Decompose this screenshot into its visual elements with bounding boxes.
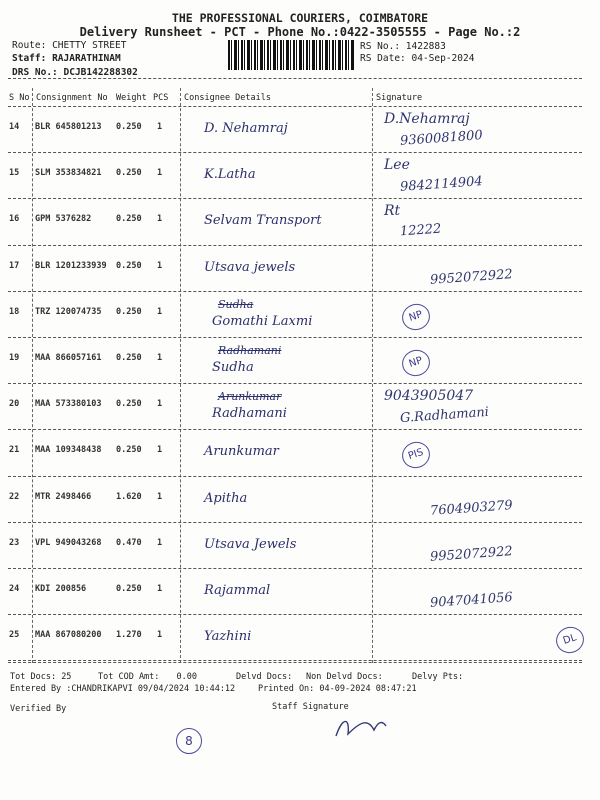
rs-date-line: RS Date: 04-Sep-2024 (360, 53, 475, 64)
row-weight: 0.250 (116, 445, 142, 456)
row-consignment-no: BLR 1201233939 (35, 260, 107, 271)
drs-value: DCJB142288302 (63, 67, 138, 78)
col-header-consignment: Consignment No (36, 93, 108, 103)
row-pcs: 1 (157, 168, 163, 179)
row-status-stamp: DL (553, 623, 588, 656)
col-header-pcs: PCS (153, 93, 169, 103)
row-signature: D.Nehamraj (384, 111, 470, 127)
row-weight: 0.250 (116, 353, 142, 363)
row-sno: 20 (9, 399, 20, 410)
row-signature-phone: 7604903279 (429, 497, 514, 519)
row-divider (8, 337, 582, 338)
row-consignment-no: VPL 949043268 (35, 537, 102, 548)
row-pcs: 1 (157, 445, 163, 456)
row-consignment-no: GPM 5376282 (35, 214, 92, 225)
circled-number: 8 (176, 728, 202, 754)
column-divider (32, 88, 33, 663)
row-signature-phone: 12222 (399, 221, 442, 240)
row-weight: 0.470 (116, 537, 142, 548)
row-consignee-struck: Radhamani (218, 344, 282, 357)
rs-no-line: RS No.: 1422883 (360, 41, 446, 52)
col-header-consignee: Consignee Details (184, 93, 271, 103)
row-signature: Rt (384, 203, 401, 220)
row-consignment-no: KDI 200856 (35, 584, 87, 594)
row-divider (8, 568, 582, 569)
row-consignee: Utsava Jewels (204, 536, 297, 552)
row-consignee-struck: Sudha (218, 297, 254, 311)
row-sno: 21 (9, 445, 20, 456)
row-sno: 17 (9, 260, 20, 271)
row-weight: 0.250 (116, 399, 142, 410)
row-sno: 18 (9, 306, 20, 317)
tot-cod: Tot COD Amt: 0.00 (98, 672, 198, 682)
staff-line: Staff: RAJARATHINAM (12, 53, 121, 64)
row-pcs: 1 (157, 491, 163, 502)
row-status-stamp: NP (399, 346, 434, 379)
row-consignee: Utsava jewels (204, 259, 296, 275)
entered-by: Entered By :CHANDRIKAPVI 09/04/2024 10:44:12 (10, 684, 236, 694)
barcode (228, 40, 354, 70)
row-consignee: D. Nehamraj (204, 121, 288, 136)
row-signature-phone: 9842114904 (399, 174, 484, 196)
row-consignment-no: SLM 353834821 (35, 168, 102, 179)
divider (8, 78, 582, 79)
divider (8, 106, 582, 107)
runsheet-subtitle: Delivery Runsheet - PCT - Phone No.:0422-3505555 - Page No.:2 (79, 25, 521, 39)
col-header-signature: Signature (376, 93, 423, 103)
drs-line: DRS No.: DCJB142288302 (12, 67, 138, 78)
row-weight: 0.250 (116, 306, 142, 317)
row-signature-phone: G.Radhamani (399, 405, 490, 427)
row-divider (8, 522, 582, 523)
row-signature-phone: 9047041056 (429, 590, 514, 611)
row-divider (8, 476, 582, 477)
row-consignee: Selvam Transport (204, 213, 322, 229)
route-line: Route: CHETTY STREET (12, 40, 127, 51)
row-consignment-no: MTR 2498466 (35, 491, 92, 502)
row-divider (8, 614, 582, 615)
row-sno: 16 (9, 214, 20, 225)
staff-signature-scribble (330, 708, 390, 744)
row-consignee: Apitha (204, 490, 248, 506)
row-weight: 0.250 (116, 260, 142, 271)
verified-by-label: Verified By (10, 704, 67, 714)
company-title: THE PROFESSIONAL COURIERS, COIMBATORE (171, 11, 429, 25)
row-consignment-no: TRZ 120074735 (35, 306, 102, 317)
col-header-sno: S No (9, 93, 30, 103)
row-consignment-no: MAA 573380103 (35, 399, 102, 410)
tot-docs: Tot Docs: 25 (10, 672, 72, 682)
row-pcs: 1 (157, 399, 163, 410)
row-pcs: 1 (157, 122, 163, 132)
delvd-docs: Delvd Docs: (236, 672, 293, 682)
row-weight: 0.250 (116, 214, 142, 225)
row-weight: 0.250 (116, 122, 142, 132)
row-sno: 23 (9, 537, 20, 548)
row-weight: 0.250 (116, 584, 142, 594)
row-divider (8, 152, 582, 153)
row-pcs: 1 (157, 584, 163, 594)
row-divider (8, 429, 582, 430)
row-consignment-no: MAA 867080200 (35, 630, 102, 641)
delvy-pts: Delvy Pts: (412, 672, 464, 682)
row-consignee: Gomathi Laxmi (212, 313, 313, 329)
row-pcs: 1 (157, 260, 163, 271)
row-pcs: 1 (157, 537, 163, 548)
row-sno: 24 (9, 584, 20, 594)
col-header-weight: Weight (116, 93, 147, 103)
rs-date-value: 04-Sep-2024 (411, 53, 475, 64)
row-weight: 0.250 (116, 168, 142, 179)
row-consignee: Yazhini (204, 629, 252, 645)
printed-on: Printed On: 04-09-2024 08:47:21 (258, 684, 417, 694)
row-signature-phone: 9360081800 (399, 128, 484, 149)
row-pcs: 1 (157, 214, 163, 225)
row-signature-phone: 9952072922 (429, 543, 514, 565)
column-divider (372, 88, 373, 663)
row-pcs: 1 (157, 306, 163, 317)
row-consignee: K.Latha (204, 167, 256, 183)
route-value: CHETTY STREET (52, 40, 127, 51)
row-pcs: 1 (157, 353, 163, 363)
staff-signature-label: Staff Signature (272, 702, 349, 712)
row-pcs: 1 (157, 630, 163, 641)
staff-value: RAJARATHINAM (52, 53, 121, 64)
row-consignee: Rajammal (204, 583, 271, 598)
row-divider (8, 383, 582, 384)
rs-no-value: 1422883 (405, 41, 446, 52)
row-divider (8, 198, 582, 199)
row-signature: Lee (384, 157, 410, 174)
row-sno: 22 (9, 491, 20, 502)
column-divider (180, 88, 181, 663)
row-sno: 19 (9, 353, 20, 363)
row-sno: 25 (9, 630, 20, 641)
row-consignee: Arunkumar (204, 444, 279, 460)
row-status-stamp: NP (399, 300, 434, 333)
row-divider (8, 245, 582, 246)
divider (8, 662, 582, 663)
row-weight: 1.620 (116, 491, 142, 502)
row-consignment-no: MAA 109348438 (35, 445, 102, 456)
row-consignee: Sudha (212, 360, 254, 375)
non-delvd-docs: Non Delvd Docs: (306, 672, 383, 682)
row-consignee-struck: Arunkumar (218, 390, 282, 404)
row-consignment-no: BLR 645801213 (35, 122, 102, 132)
row-consignee: Radhamani (212, 406, 287, 422)
row-sno: 15 (9, 168, 20, 179)
row-sno: 14 (9, 122, 20, 132)
row-signature-phone: 9952072922 (429, 266, 514, 288)
row-signature: 9043905047 (384, 388, 474, 405)
row-weight: 1.270 (116, 630, 142, 641)
row-consignment-no: MAA 866057161 (35, 353, 102, 363)
row-status-stamp: PIS (399, 439, 434, 472)
row-divider (8, 291, 582, 292)
